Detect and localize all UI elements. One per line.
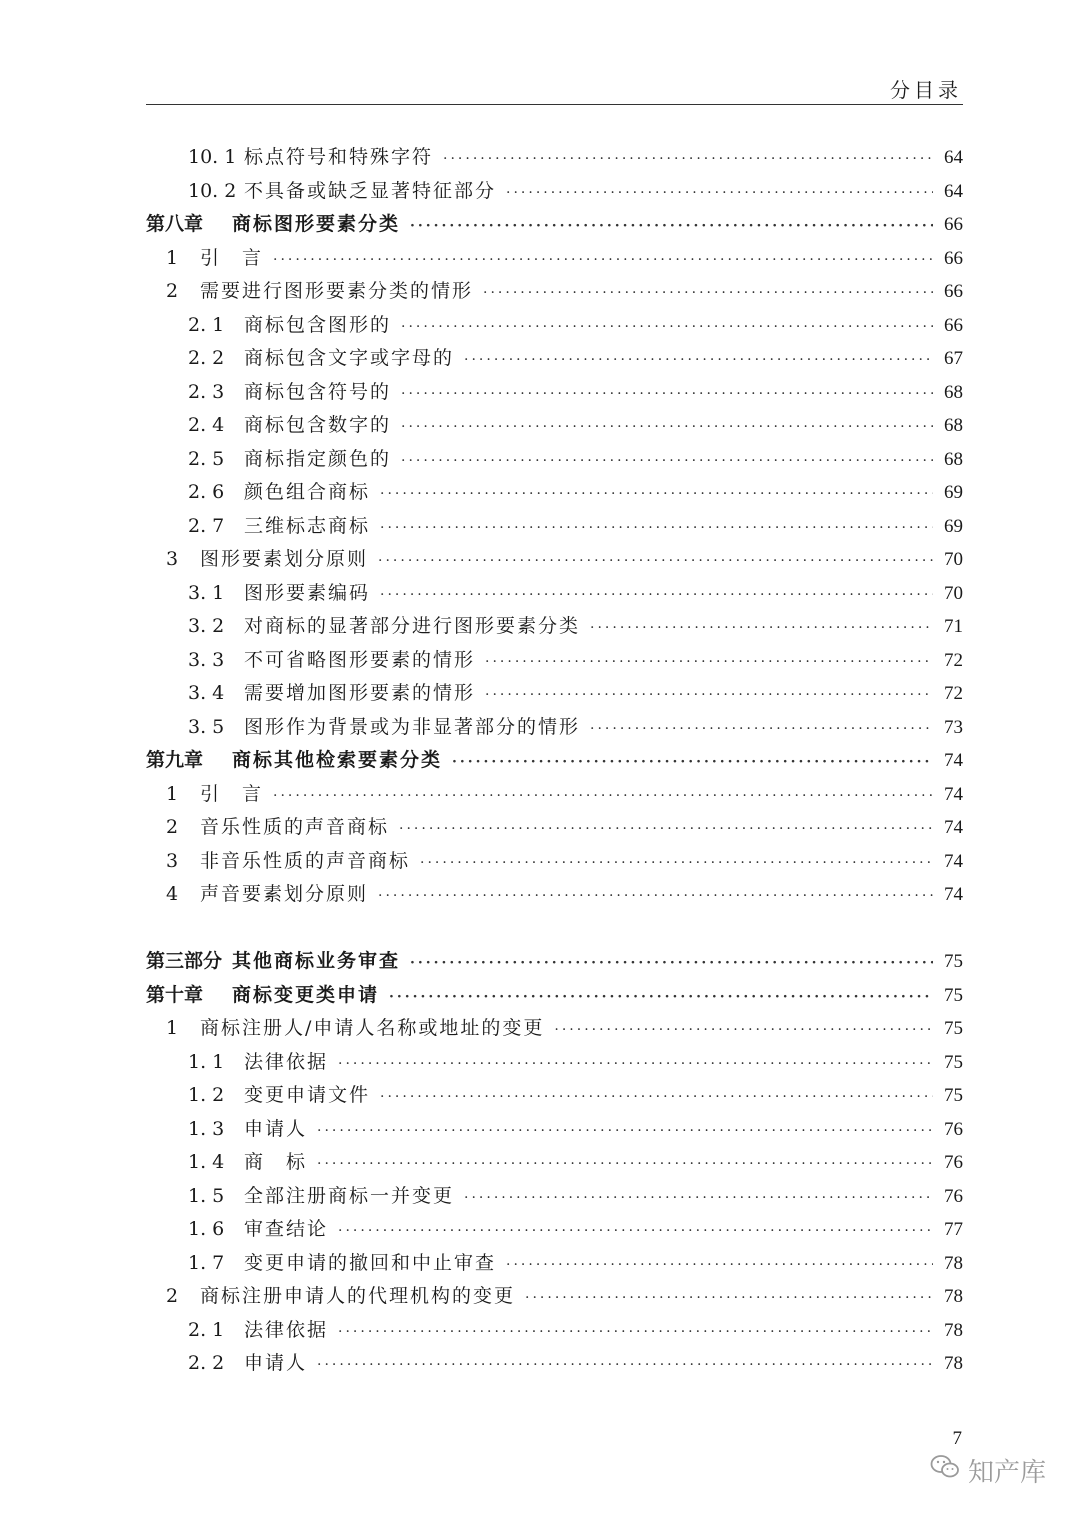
toc-leader-dots <box>401 411 933 445</box>
toc-subsection-entry[interactable] <box>146 510 963 544</box>
toc-entry-number: 2. 3 <box>188 380 225 403</box>
toc-leader-dots <box>483 277 933 311</box>
toc-leader-dots <box>378 880 933 914</box>
toc-leader-dots <box>410 947 933 981</box>
toc-entry-number: 第三部分 <box>146 950 223 972</box>
toc-page-number: 72 <box>944 649 963 671</box>
toc-entry-title: 商标包含文字或字母的 <box>244 347 455 369</box>
toc-entry-title: 不可省略图形要素的情形 <box>244 648 476 671</box>
toc-entry-title: 颜色组合商标 <box>244 481 371 503</box>
toc-entry-title: 三维标志商标 <box>244 514 371 537</box>
toc-entry-number: 1. 7 <box>188 1251 225 1274</box>
toc-entry-title: 标点符号和特殊字符 <box>244 146 434 168</box>
toc-entry-number: 第十章 <box>146 983 204 1006</box>
toc-leader-dots <box>401 311 933 345</box>
toc-entry-number: 4 <box>166 883 179 905</box>
toc-entry-title: 引 言 <box>200 782 264 805</box>
toc-entry-number: 3. 4 <box>188 682 225 704</box>
toc-entry-number: 2. 2 <box>188 347 225 369</box>
toc-leader-dots <box>317 1349 933 1383</box>
toc-subsection-entry[interactable] <box>146 644 963 678</box>
toc-entry-title: 图形作为背景或为非显著部分的情形 <box>244 715 581 738</box>
toc-leader-dots <box>506 1249 933 1283</box>
toc-entry-number: 3. 3 <box>188 648 225 671</box>
wechat-icon <box>930 1454 960 1487</box>
toc-entry-title: 申请人 <box>244 1352 308 1374</box>
toc-leader-dots <box>378 545 933 579</box>
toc-entry-title: 申请人 <box>244 1117 308 1140</box>
toc-page-number: 67 <box>944 348 963 369</box>
toc-page-number: 66 <box>944 247 963 269</box>
toc-entry-number: 3. 1 <box>188 581 225 604</box>
toc-page-number: 75 <box>944 984 963 1006</box>
toc-section-entry[interactable] <box>146 1280 963 1314</box>
toc-entry-number: 1. 4 <box>188 1151 225 1173</box>
toc-leader-dots <box>420 847 933 881</box>
toc-entry-number: 1. 2 <box>188 1084 225 1106</box>
toc-page-number: 66 <box>944 314 963 336</box>
toc-page-number: 78 <box>944 1286 963 1307</box>
toc-page-number: 74 <box>944 783 963 805</box>
toc-entry-title: 需要进行图形要素分类的情形 <box>200 280 474 302</box>
toc-page-number: 76 <box>944 1185 963 1207</box>
toc-entry-title: 商标注册申请人的代理机构的变更 <box>200 1285 516 1307</box>
toc-subsection-entry[interactable] <box>146 1314 963 1348</box>
toc-leader-dots <box>317 1148 933 1182</box>
toc-entry-number: 第八章 <box>146 213 204 235</box>
toc-chapter-entry[interactable] <box>146 979 963 1013</box>
toc-entry-title: 非音乐性质的声音商标 <box>200 849 411 872</box>
table-of-contents <box>146 141 963 1381</box>
toc-entry-title: 音乐性质的声音商标 <box>200 816 390 838</box>
toc-page-number: 70 <box>944 582 963 604</box>
toc-leader-dots <box>554 1014 933 1048</box>
toc-leader-dots <box>506 177 933 211</box>
toc-entry-number: 10. 2 <box>188 179 237 202</box>
toc-leader-dots <box>380 579 933 613</box>
toc-leader-dots <box>485 646 933 680</box>
toc-page-number: 66 <box>944 281 963 302</box>
toc-entry-title: 需要增加图形要素的情形 <box>244 682 476 704</box>
toc-leader-dots <box>338 1215 933 1249</box>
toc-entry-number: 3. 2 <box>188 615 225 637</box>
toc-entry-number: 1. 1 <box>188 1050 225 1073</box>
toc-entry-number: 1. 5 <box>188 1184 225 1207</box>
toc-section-entry[interactable] <box>146 845 963 879</box>
toc-leader-dots <box>338 1316 933 1350</box>
toc-entry-title: 其他商标业务审查 <box>232 950 401 972</box>
toc-leader-dots <box>485 679 933 713</box>
running-header: 分目录 <box>890 78 962 102</box>
toc-subsection-entry[interactable] <box>146 342 963 376</box>
toc-page-number: 70 <box>944 549 963 570</box>
toc-entry-number: 2. 6 <box>188 481 225 503</box>
toc-entry-number: 10. 1 <box>188 146 237 168</box>
toc-chapter-entry[interactable] <box>146 945 963 979</box>
toc-entry-title: 法律依据 <box>244 1318 329 1341</box>
toc-entry-title: 全部注册商标一并变更 <box>244 1184 455 1207</box>
toc-leader-dots <box>590 612 933 646</box>
toc-subsection-entry[interactable] <box>146 1347 963 1381</box>
toc-page-number: 76 <box>944 1152 963 1173</box>
toc-subsection-entry[interactable] <box>146 443 963 477</box>
toc-subsection-entry[interactable] <box>146 1046 963 1080</box>
toc-leader-dots <box>452 746 933 780</box>
toc-entry-number: 3. 5 <box>188 715 225 738</box>
toc-section-entry[interactable] <box>146 811 963 845</box>
toc-page-number: 77 <box>944 1219 963 1240</box>
toc-entry-number: 第九章 <box>146 749 204 771</box>
toc-leader-dots <box>399 813 933 847</box>
toc-page-number: 64 <box>944 147 963 168</box>
toc-subsection-entry[interactable] <box>146 376 963 410</box>
toc-page-number: 75 <box>944 1018 963 1039</box>
toc-section-entry[interactable] <box>146 778 963 812</box>
toc-entry-title: 商标包含图形的 <box>244 313 392 336</box>
toc-leader-dots <box>410 210 933 244</box>
toc-leader-dots <box>273 244 933 278</box>
toc-page-number: 68 <box>944 415 963 436</box>
toc-entry-number: 2. 1 <box>188 1318 225 1341</box>
toc-section-entry[interactable] <box>146 242 963 276</box>
toc-section-entry[interactable] <box>146 275 963 309</box>
toc-entry-number: 1 <box>166 782 179 805</box>
toc-entry-title: 声音要素划分原则 <box>200 883 369 905</box>
toc-entry-number: 2. 1 <box>188 313 225 336</box>
toc-subsection-entry[interactable] <box>146 1180 963 1214</box>
toc-entry-title: 审查结论 <box>244 1218 329 1240</box>
toc-entry-title: 引 言 <box>200 246 264 269</box>
toc-leader-dots <box>338 1048 933 1082</box>
toc-entry-number: 3 <box>166 548 179 570</box>
toc-page-number: 66 <box>944 214 963 235</box>
toc-leader-dots <box>317 1115 933 1149</box>
toc-leader-dots <box>443 143 933 177</box>
toc-entry-number: 1 <box>166 246 179 269</box>
toc-entry-title: 商 标 <box>244 1151 308 1173</box>
toc-subsection-entry[interactable] <box>146 141 963 175</box>
toc-page-number: 69 <box>944 482 963 503</box>
toc-leader-dots <box>389 981 933 1015</box>
toc-page-number: 69 <box>944 515 963 537</box>
toc-entry-title: 商标指定颜色的 <box>244 447 392 470</box>
toc-subsection-entry[interactable] <box>146 677 963 711</box>
toc-entry-title: 变更申请文件 <box>244 1084 371 1106</box>
toc-entry-number: 2. 2 <box>188 1352 225 1374</box>
toc-page-number: 74 <box>944 850 963 872</box>
toc-section-entry[interactable] <box>146 1012 963 1046</box>
toc-page-number: 71 <box>944 616 963 637</box>
toc-section-entry[interactable] <box>146 543 963 577</box>
toc-entry-number: 2. 7 <box>188 514 225 537</box>
toc-page-number: 73 <box>944 716 963 738</box>
toc-subsection-entry[interactable] <box>146 309 963 343</box>
toc-chapter-entry[interactable] <box>146 208 963 242</box>
toc-entry-number: 3 <box>166 849 179 872</box>
toc-leader-dots <box>380 478 933 512</box>
toc-page-number: 74 <box>944 884 963 905</box>
toc-entry-number: 1. 6 <box>188 1218 225 1240</box>
toc-page-number: 68 <box>944 448 963 470</box>
toc-subsection-entry[interactable] <box>146 577 963 611</box>
toc-entry-number: 2 <box>166 1285 179 1307</box>
toc-entry-number: 1. 3 <box>188 1117 225 1140</box>
toc-page-number: 75 <box>944 1085 963 1106</box>
toc-subsection-entry[interactable] <box>146 610 963 644</box>
toc-leader-dots <box>590 713 933 747</box>
toc-leader-dots <box>401 445 933 479</box>
toc-page-number: 76 <box>944 1118 963 1140</box>
toc-subsection-entry[interactable] <box>146 1146 963 1180</box>
toc-entry-title: 图形要素划分原则 <box>200 548 369 570</box>
toc-entry-title: 商标包含数字的 <box>244 414 392 436</box>
toc-entry-title: 法律依据 <box>244 1050 329 1073</box>
toc-entry-title: 商标包含符号的 <box>244 380 392 403</box>
toc-page-number: 68 <box>944 381 963 403</box>
toc-entry-title: 商标其他检索要素分类 <box>232 749 443 771</box>
toc-entry-number: 1 <box>166 1017 179 1039</box>
toc-entry-number: 2 <box>166 280 179 302</box>
toc-subsection-entry[interactable] <box>146 711 963 745</box>
toc-leader-dots <box>380 512 933 546</box>
toc-subsection-entry[interactable] <box>146 1247 963 1281</box>
toc-leader-dots <box>273 780 933 814</box>
toc-entry-number: 2 <box>166 816 179 838</box>
toc-entry-title: 不具备或缺乏显著特征部分 <box>244 179 497 202</box>
toc-leader-dots <box>380 1081 933 1115</box>
toc-page-number: 74 <box>944 750 963 771</box>
page-number: 7 <box>952 1428 962 1449</box>
toc-subsection-entry[interactable] <box>146 175 963 209</box>
toc-entry-title: 图形要素编码 <box>244 581 371 604</box>
toc-entry-number: 2. 4 <box>188 414 225 436</box>
toc-page-number: 74 <box>944 817 963 838</box>
toc-page-number: 78 <box>944 1319 963 1341</box>
toc-entry-title: 商标变更类申请 <box>232 983 380 1006</box>
toc-section-entry[interactable] <box>146 878 963 912</box>
toc-leader-dots <box>464 344 933 378</box>
toc-leader-dots <box>525 1282 933 1316</box>
toc-entry-title: 对商标的显著部分进行图形要素分类 <box>244 615 581 637</box>
toc-page-number: 75 <box>944 1051 963 1073</box>
toc-entry-number: 2. 5 <box>188 447 225 470</box>
watermark <box>930 1452 1046 1489</box>
toc-page-number: 64 <box>944 180 963 202</box>
toc-page-number: 72 <box>944 683 963 704</box>
toc-entry-title: 商标注册人/申请人名称或地址的变更 <box>200 1017 545 1039</box>
toc-page-number: 78 <box>944 1353 963 1374</box>
toc-entry-title: 变更申请的撤回和中止审查 <box>244 1251 497 1274</box>
header-divider <box>146 104 963 105</box>
watermark-text: 知产库 <box>967 1458 1046 1488</box>
toc-leader-dots <box>401 378 933 412</box>
toc-chapter-entry[interactable] <box>146 744 963 778</box>
toc-subsection-entry[interactable] <box>146 1213 963 1247</box>
toc-subsection-entry[interactable] <box>146 1079 963 1113</box>
toc-page-number: 78 <box>944 1252 963 1274</box>
toc-subsection-entry[interactable] <box>146 409 963 443</box>
toc-page-number: 75 <box>944 951 963 972</box>
toc-subsection-entry[interactable] <box>146 1113 963 1147</box>
toc-entry-title: 商标图形要素分类 <box>232 213 401 235</box>
toc-leader-dots <box>464 1182 933 1216</box>
toc-subsection-entry[interactable] <box>146 476 963 510</box>
